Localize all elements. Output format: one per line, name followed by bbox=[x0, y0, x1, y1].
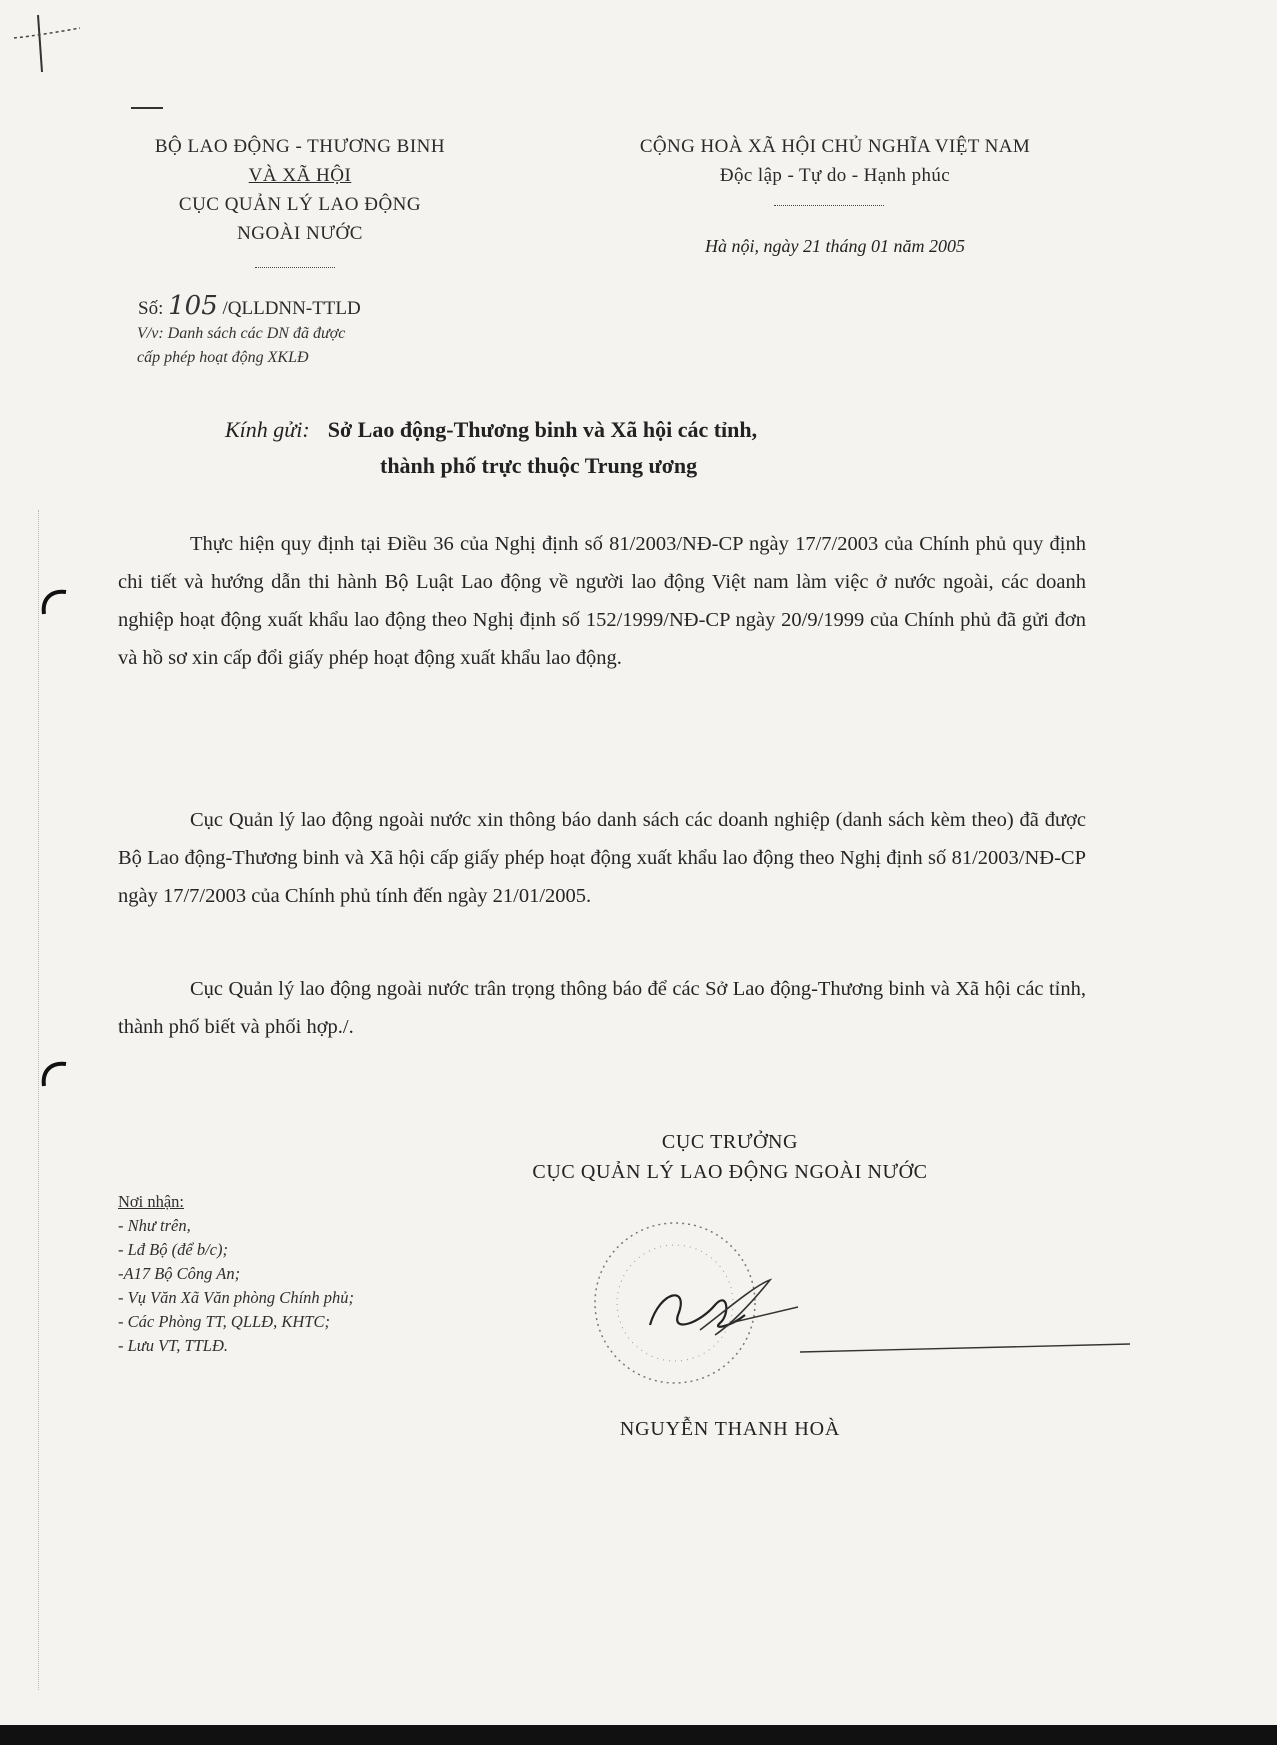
body-paragraph-1: Thực hiện quy định tại Điều 36 của Nghị định số 81/2003/NĐ-CP ngày 17/7/2003 của Chính phủ quy định chi tiết và hướng dẫn thi hành Bộ Luật Lao động về người lao động Việt nam làm việc ở nước ngoài, các doanh nghiệp hoạt động xuất khẩu lao động theo Nghị định số 152/1999/NĐ-CP ngày 20/9/1999 của Chính phủ đã gửi đơn và hồ sơ xin cấp đổi giấy phép hoạt động xuất khẩu lao động. bbox=[118, 533, 1086, 669]
body-paragraph-3: Cục Quản lý lao động ngoài nước trân trọng thông báo để các Sở Lao động-Thương binh và Xã hội các tỉnh, thành phố biết và phối hợp./. bbox=[118, 978, 1086, 1038]
scan-edge bbox=[38, 510, 40, 1690]
signer-agency: CỤC QUẢN LÝ LAO ĐỘNG NGOÀI NƯỚC bbox=[532, 1161, 928, 1183]
punch-hole-mark bbox=[40, 1060, 70, 1090]
body-paragraph-2: Cục Quản lý lao động ngoài nước xin thông báo danh sách các doanh nghiệp (danh sách kèm theo) đã được Bộ Lao động-Thương binh và Xã hội cấp giấy phép hoạt động xuất khẩu lao động theo Nghị định số 81/2003/NĐ-CP ngày 17/7/2003 của Chính phủ tính đến ngày 21/01/2005. bbox=[118, 809, 1086, 907]
header-divider-right bbox=[774, 205, 884, 206]
addressee-line-2: thành phố trực thuộc Trung ương bbox=[380, 453, 698, 478]
decorative-dash bbox=[131, 107, 163, 109]
header-divider-left bbox=[255, 267, 335, 268]
signer-name: NGUYỄN THANH HOÀ bbox=[619, 1418, 841, 1440]
reference-number bbox=[138, 291, 361, 321]
recipient-item: - Các Phòng TT, QLLĐ, KHTC; bbox=[118, 1312, 330, 1331]
punch-hole-mark bbox=[40, 588, 70, 618]
handwritten-mark bbox=[8, 10, 88, 80]
recipient-item: - Lưu VT, TTLĐ. bbox=[118, 1336, 229, 1355]
subject-line-2: cấp phép hoạt động XKLĐ bbox=[137, 349, 309, 366]
subject-line-1: V/v: Danh sách các DN đã được bbox=[137, 325, 346, 342]
addressee bbox=[225, 412, 757, 484]
subject-line bbox=[137, 322, 345, 370]
issuing-agency-header bbox=[100, 132, 500, 248]
recipient-item: - Vụ Văn Xã Văn phòng Chính phủ; bbox=[118, 1288, 355, 1307]
addressee-line-1: Sở Lao động-Thương binh và Xã hội các tỉnh, bbox=[327, 417, 758, 442]
agency-line-2: VÀ XÃ HỘI bbox=[248, 165, 352, 186]
signature-stroke bbox=[800, 1330, 1140, 1360]
document-date: Hà nội, ngày 21 tháng 01 năm 2005 bbox=[705, 236, 965, 256]
national-title: CỘNG HOÀ XÃ HỘI CHỦ NGHĨA VIỆT NAM bbox=[639, 136, 1031, 157]
agency-line-1: BỘ LAO ĐỘNG - THƯƠNG BINH bbox=[154, 136, 446, 157]
scan-bottom-edge bbox=[0, 1725, 1277, 1745]
recipient-list bbox=[118, 1190, 354, 1358]
recipient-heading: Nơi nhận: bbox=[118, 1192, 185, 1211]
recipient-item: - Như trên, bbox=[118, 1216, 191, 1235]
reference-prefix: Số: bbox=[138, 298, 164, 319]
official-seal-and-signature bbox=[580, 1195, 800, 1415]
recipient-item: - Lđ Bộ (để b/c); bbox=[118, 1240, 228, 1259]
agency-line-3: CỤC QUẢN LÝ LAO ĐỘNG bbox=[178, 194, 422, 215]
reference-suffix: /QLLDNN-TTLD bbox=[222, 298, 361, 319]
national-motto: Độc lập - Tự do - Hạnh phúc bbox=[719, 165, 951, 186]
agency-line-4: NGOÀI NƯỚC bbox=[237, 223, 363, 244]
addressee-label: Kính gửi: bbox=[225, 417, 310, 442]
signer-position: CỤC TRƯỞNG bbox=[661, 1131, 799, 1153]
signature-title bbox=[460, 1127, 1000, 1187]
national-header bbox=[575, 132, 1095, 190]
recipient-item: -A17 Bộ Công An; bbox=[118, 1264, 241, 1283]
reference-handwritten-number: 105 bbox=[168, 291, 218, 321]
